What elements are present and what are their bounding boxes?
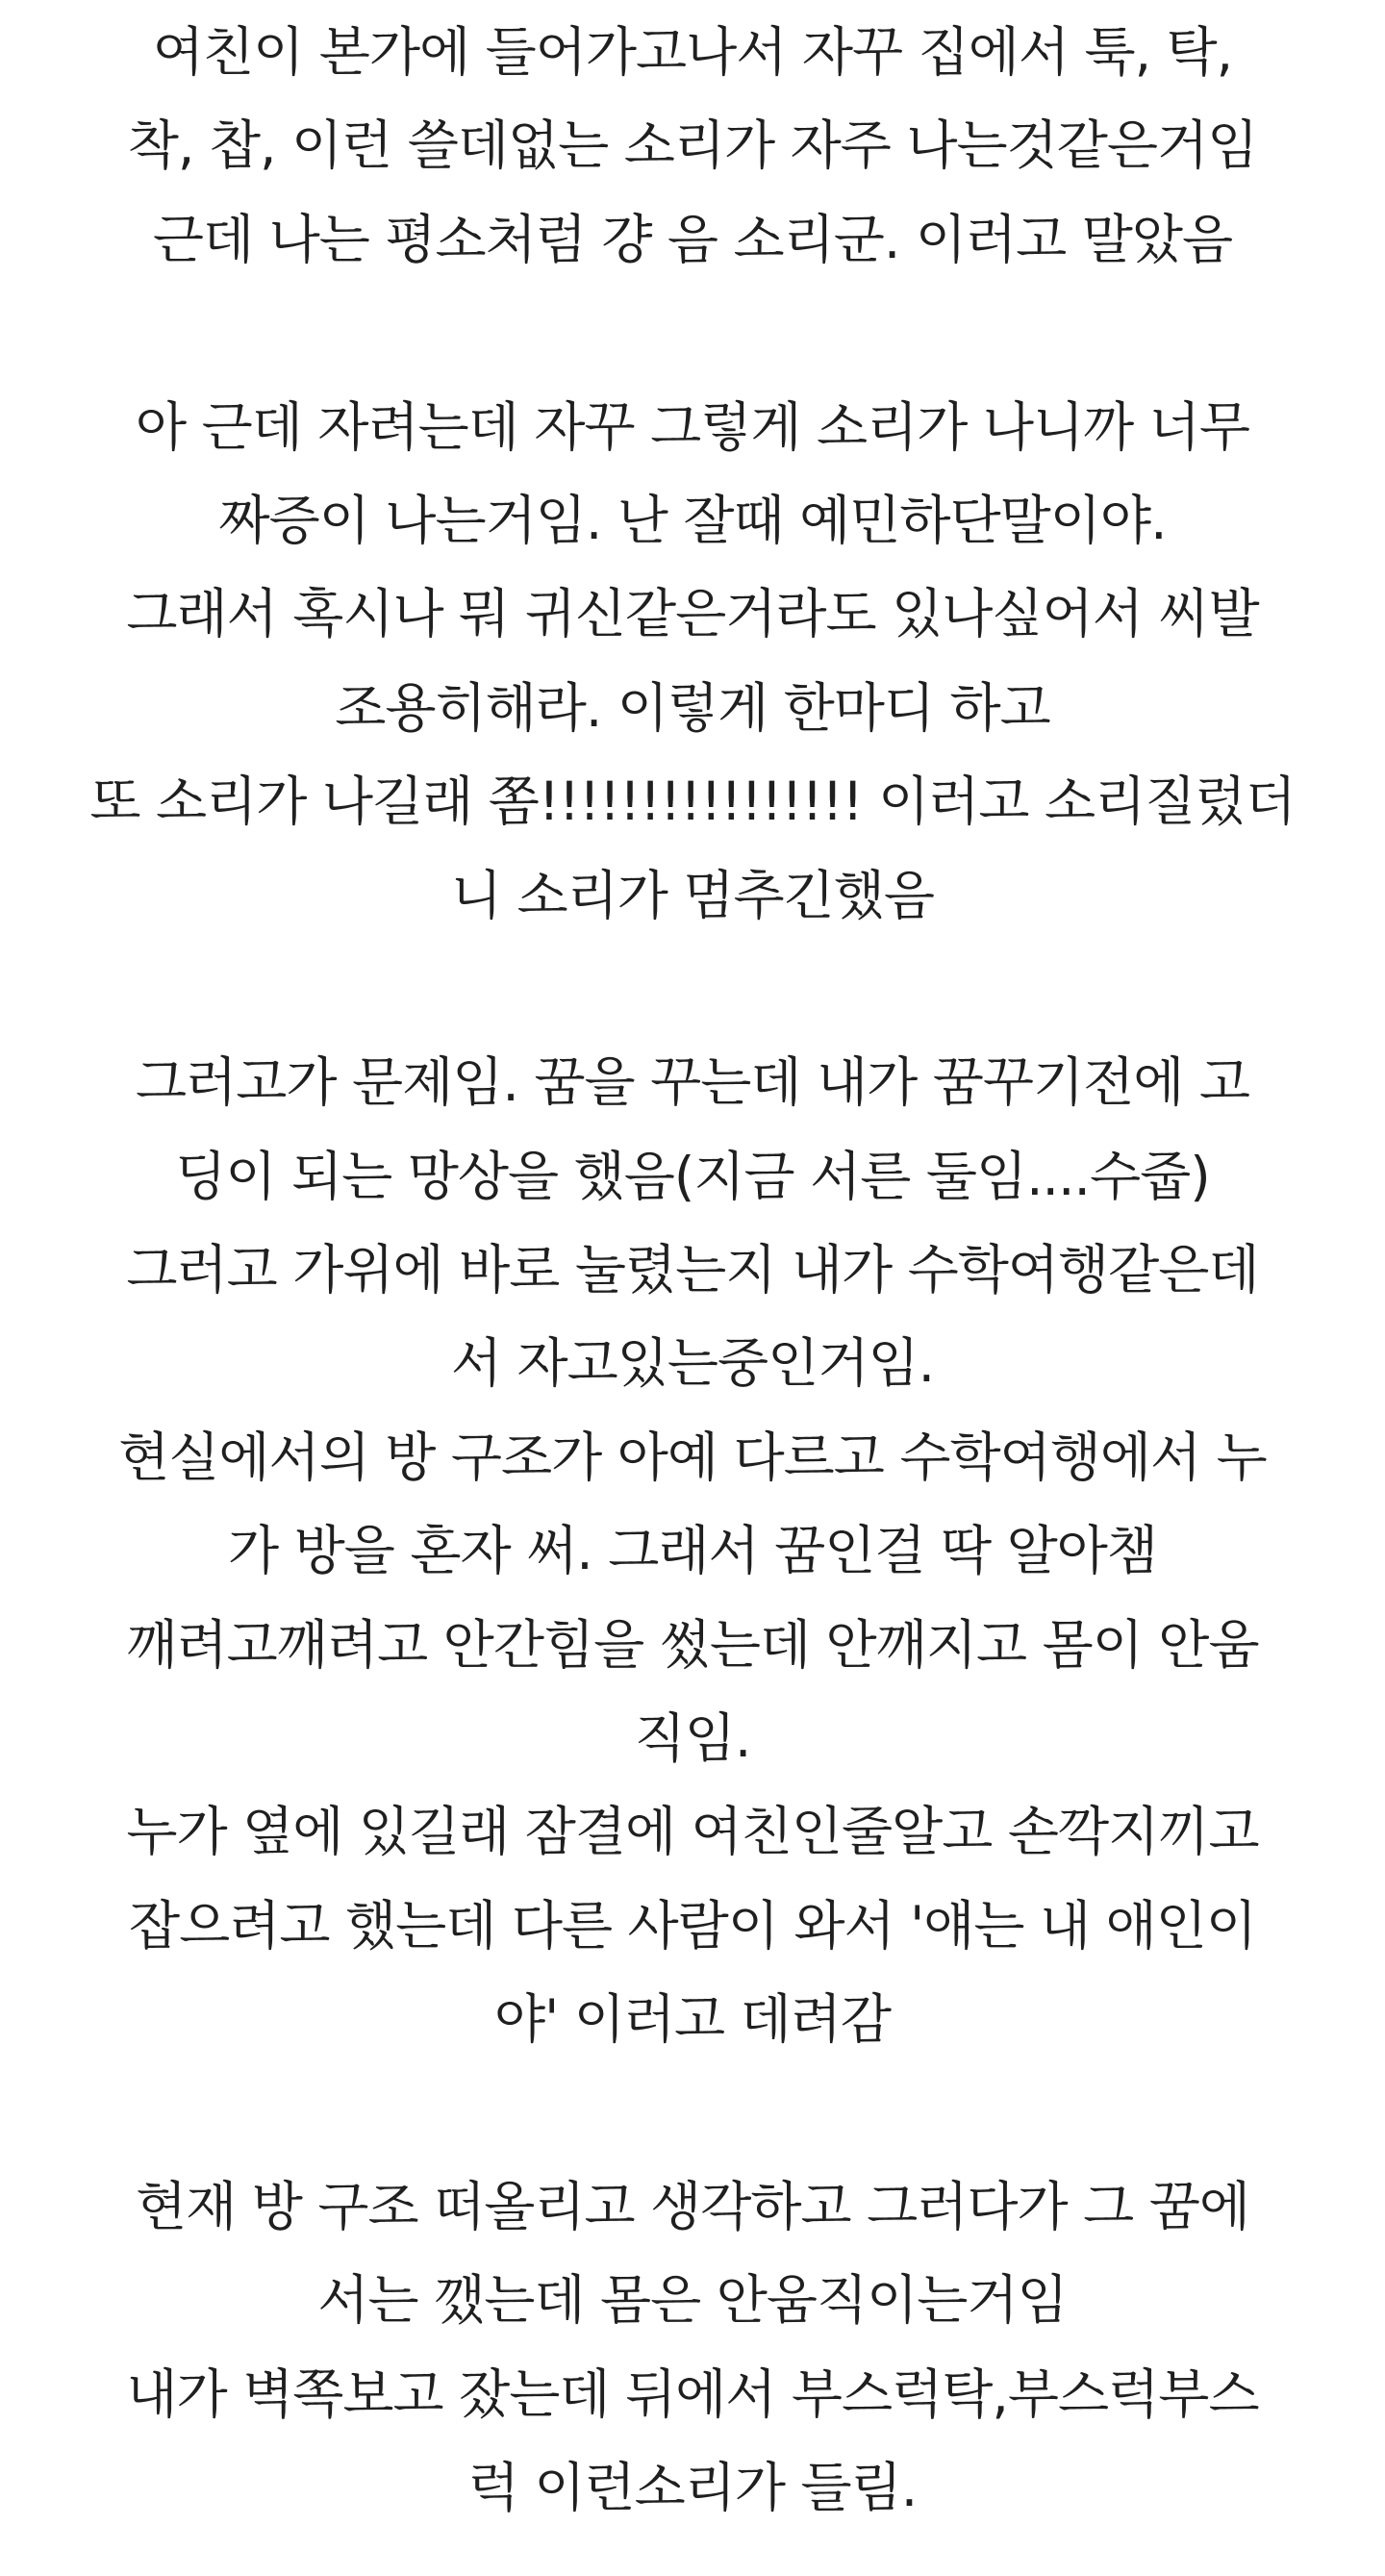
text-line: 그래서 혹시나 뭐 귀신같은거라도 있나싶어서 씨발 bbox=[126, 583, 1259, 645]
text-line: 그러고가 문제임. 꿈을 꾸는데 내가 꿈꾸기전에 고 bbox=[136, 1051, 1249, 1114]
paragraph-2 bbox=[58, 381, 1327, 943]
text-line: 깨려고깨려고 안간힘을 썼는데 안깨지고 몸이 안움 bbox=[126, 1613, 1259, 1676]
text-line: 니 소리가 멈추긴했음 bbox=[450, 864, 935, 926]
text-line: 짜증이 나는거임. 난 잘때 예민하단말이야. bbox=[218, 489, 1167, 551]
text-line: 여친이 본가에 들어가고나서 자꾸 집에서 툭, 탁, bbox=[152, 21, 1233, 83]
text-line: 서 자고있는중인거임. bbox=[450, 1332, 935, 1395]
text-line: 그러고 가위에 바로 눌렸는지 내가 수학여행같은데 bbox=[126, 1239, 1259, 1301]
text-line: 서는 깼는데 몸은 안움직이는거임 bbox=[317, 2269, 1068, 2332]
text-line: 직임. bbox=[634, 1707, 751, 1770]
paragraph-1 bbox=[58, 6, 1327, 287]
text-line: 근데 나는 평소처럼 걍 음 소리군. 이러고 말았음 bbox=[152, 208, 1233, 270]
text-line: 잡으려고 했는데 다른 사람이 와서 '얘는 내 애인이 bbox=[128, 1894, 1257, 1957]
paragraph-4 bbox=[58, 2160, 1327, 2536]
text-line: 조용히해라. 이렇게 한마디 하고 bbox=[335, 676, 1050, 739]
text-line: 야' 이러고 데려감 bbox=[494, 1988, 891, 2051]
text-line: 또 소리가 나길래 쫌!!!!!!!!!!!!!!!! 이러고 소리질렀더 bbox=[89, 770, 1296, 833]
text-line: 럭 이런소리가 들림. bbox=[467, 2457, 918, 2519]
text-line: 현실에서의 방 구조가 아예 다르고 수학여행에서 누 bbox=[118, 1426, 1267, 1488]
paragraph-spacer bbox=[58, 943, 1327, 1036]
text-line: 내가 벽쪽보고 잤는데 뒤에서 부스럭탁,부스럭부스 bbox=[126, 2362, 1259, 2425]
text-line: 착, 찹, 이런 쓸데없는 소리가 자주 나는것같은거임 bbox=[127, 114, 1258, 177]
paragraph-3 bbox=[58, 1036, 1327, 2066]
text-line: 아 근데 자려는데 자꾸 그렇게 소리가 나니까 너무 bbox=[136, 395, 1249, 458]
text-line: 현재 방 구조 떠올리고 생각하고 그러다가 그 꿈에 bbox=[136, 2175, 1249, 2237]
text-line: 딩이 되는 망상을 했음(지금 서른 둘임....수줍) bbox=[175, 1145, 1210, 1207]
paragraph-spacer bbox=[58, 287, 1327, 380]
text-line: 누가 옆에 있길래 잠결에 여친인줄알고 손깍지끼고 bbox=[126, 1801, 1259, 1863]
text-line: 가 방을 혼자 써. 그래서 꿈인걸 딱 알아챔 bbox=[228, 1520, 1157, 1582]
paragraph-spacer bbox=[58, 2067, 1327, 2160]
